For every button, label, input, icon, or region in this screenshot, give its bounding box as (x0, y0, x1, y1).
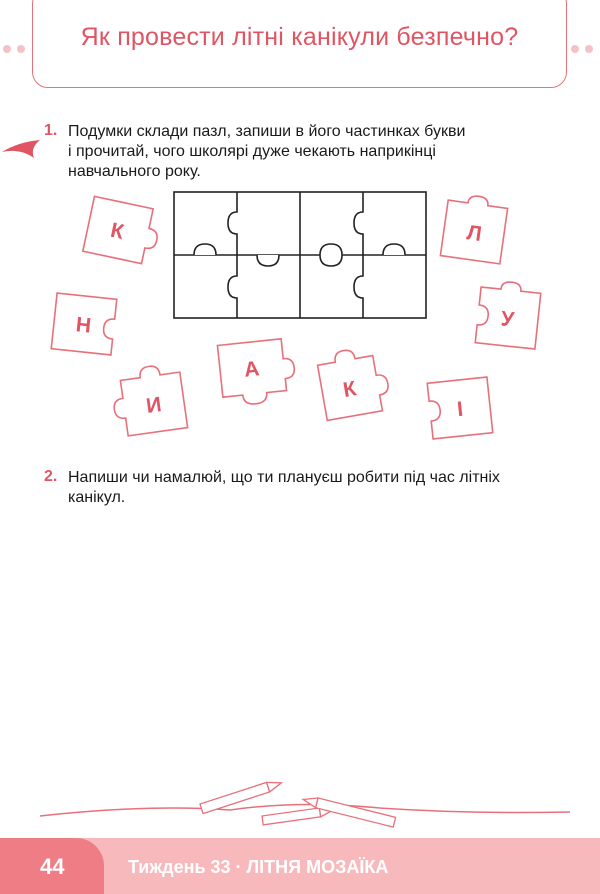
page-number: 44 (40, 854, 65, 879)
task-1-text (68, 122, 538, 182)
puzzle-letter: К (108, 218, 126, 244)
task-1-number: 1. (44, 122, 58, 139)
puzzle-letter: К (341, 377, 358, 403)
puzzle-letter: И (144, 393, 163, 418)
task-2-line: Напиши чи намалюй, що ти плануєш робити під час літніх (68, 469, 500, 486)
header-dots-left (0, 40, 28, 58)
task-1-line: і прочитай, чого школярі дуже чекають наприкінці (68, 143, 436, 160)
task-2-number: 2. (44, 468, 58, 485)
title-box (32, 0, 567, 88)
puzzle-letter: Л (465, 221, 484, 246)
puzzle-piece-a[interactable] (217, 338, 297, 407)
page-title: Як провести літні канікули безпечно? (80, 23, 519, 51)
puzzle-piece-k2[interactable] (316, 344, 392, 420)
task-1-line: Подумки склади пазл, запиши в його частинках букви (68, 123, 466, 140)
task-1-line: навчального року. (68, 163, 201, 180)
puzzle-piece-y[interactable] (109, 362, 188, 437)
puzzle-piece-k1[interactable] (83, 196, 163, 265)
puzzle-piece-l[interactable] (440, 192, 508, 264)
puzzle-letter: А (242, 357, 261, 382)
puzzle-letter: І (455, 397, 465, 422)
puzzle-piece-i[interactable] (427, 377, 493, 439)
task-arrow-icon (0, 134, 44, 164)
pencils-decoration (0, 780, 600, 840)
header-dots-right (568, 40, 596, 58)
puzzle-letter: Н (74, 313, 93, 338)
puzzle-piece-n[interactable] (51, 293, 117, 355)
puzzle-piece-u[interactable] (475, 279, 541, 349)
task-2-text (68, 468, 538, 508)
puzzle-letter: У (499, 307, 516, 332)
task-2-line: канікул. (68, 489, 126, 506)
puzzle-grid[interactable] (174, 192, 426, 318)
footer-caption: Тиждень 33 · ЛІТНЯ МОЗАЇКА (128, 857, 389, 877)
puzzle-area (0, 180, 600, 460)
